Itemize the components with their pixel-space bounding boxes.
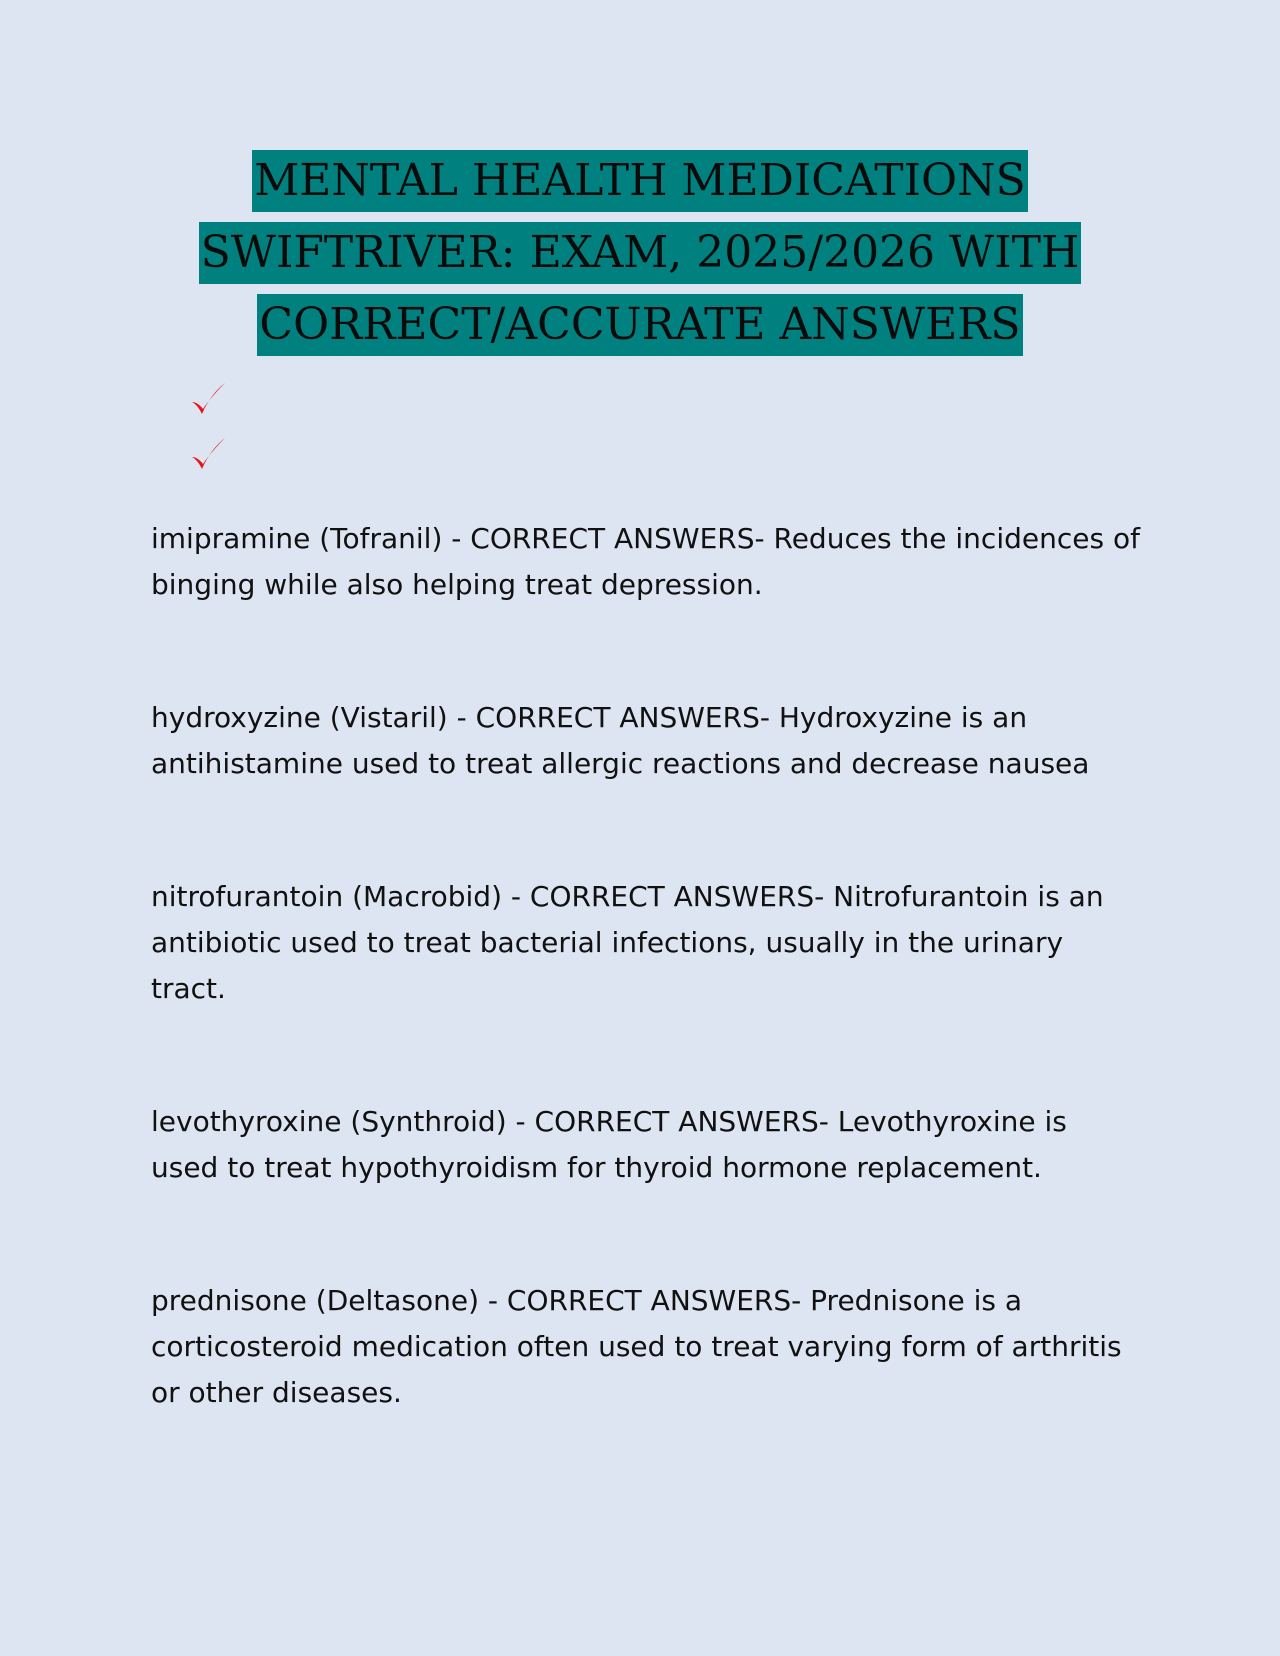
title-line — [0, 294, 1280, 356]
answer-entry: imipramine (Tofranil) - CORRECT ANSWERS- Reduces the incidences of binging while also helping treat depression. — [151, 522, 1140, 601]
answer-list — [151, 516, 1141, 1503]
title-line-text: SWIFTRIVER: EXAM, 2025/2026 WITH — [199, 222, 1082, 284]
checkmark-icon — [188, 380, 228, 420]
answer-entry: levothyroxine (Synthroid) - CORRECT ANSWERS- Levothyroxine is used to treat hypothyroidism for thyroid hormone replacement. — [151, 1105, 1067, 1184]
title-line — [0, 222, 1280, 284]
title-line — [0, 150, 1280, 212]
document-title — [0, 150, 1280, 366]
title-line-text: MENTAL HEALTH MEDICATIONS — [252, 150, 1028, 212]
checkmark-list — [188, 380, 248, 490]
answer-entry: hydroxyzine (Vistaril) - CORRECT ANSWERS- Hydroxyzine is an antihistamine used to treat allergic reactions and decrease nausea — [151, 701, 1090, 780]
answer-entry: prednisone (Deltasone) - CORRECT ANSWERS- Prednisone is a corticosteroid medication often used to treat varying form of arthritis or other diseases. — [151, 1284, 1122, 1409]
title-line-text: CORRECT/ACCURATE ANSWERS — [257, 294, 1022, 356]
checkmark-icon — [188, 435, 228, 475]
answer-entry: nitrofurantoin (Macrobid) - CORRECT ANSWERS- Nitrofurantoin is an antibiotic used to treat bacterial infections, usually in the urinary tract. — [151, 880, 1104, 1005]
